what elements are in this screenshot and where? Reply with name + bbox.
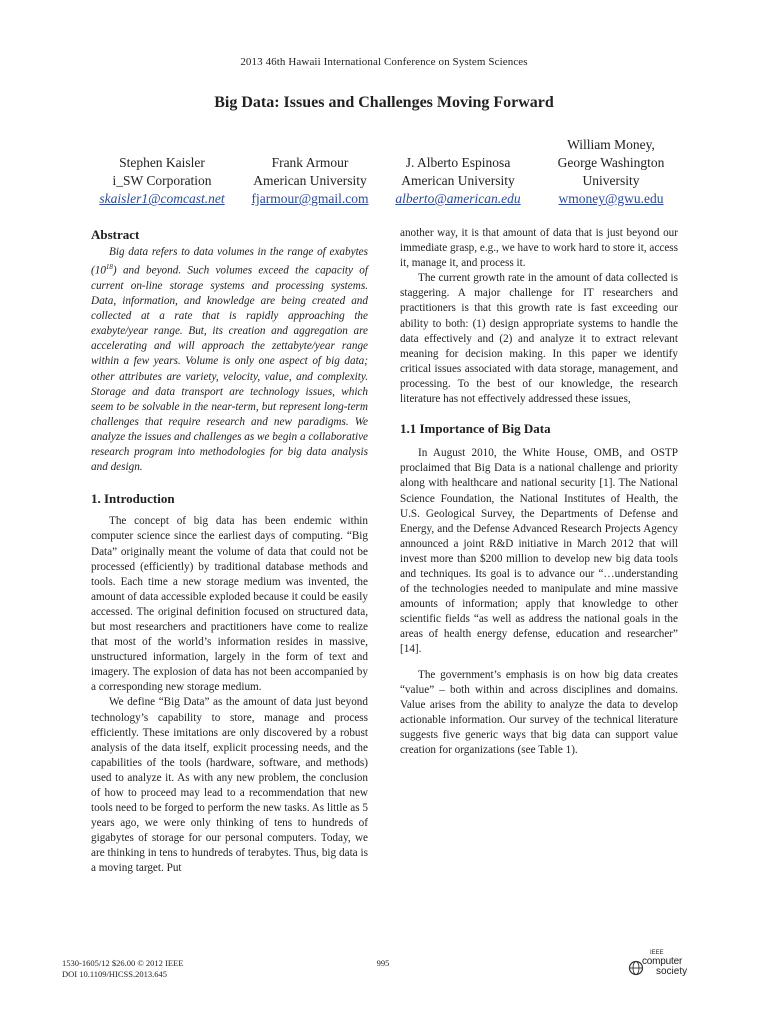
right-paragraph-2: In August 2010, the White House, OMB, and OSTP proclaimed that Big Data is a national challenge and priority along with healthcare and national security [1]. The National Science Foundation, the National Institutes of Health, the U.S. Geological Survey, the Departments of Defense and Energy, and the Defense Advanced Research Projects Agency announced a joint R&D initiative in March 2012 that will invest more than $200 million to develop new big data tools and techniques. Its goal is to advance our “…understanding of the technologies needed to manipulate and mine massive amounts of information; apply that knowledge to other scientific fields “as well as address the national goals in the areas of health energy defense, education and researcher” [14]. — [400, 447, 678, 656]
right-paragraph-1: The current growth rate in the amount of data collected is staggering. A major challenge for IT researchers and practitioners is that this growth rate is fast exceeding our ability to both: (1) design appropriate systems to handle the data effectively and (2) and analyze it to extract relevant meaning for decision making. In this paper we identify critical issues associated with data storage, management, and processing. To the best of our knowledge, the research literature has not effectively addressed these issues, — [400, 272, 678, 406]
footer-copyright — [62, 958, 183, 980]
logo-computer-text: computer — [642, 956, 683, 967]
author-affiliation: American University — [253, 173, 367, 188]
author-block-3 — [384, 154, 532, 208]
right-paragraph-3: The government’s emphasis is on how big data creates “value” – both within and across disciplines and domains. Value arises from the ability to analyze the data to develop actionable information. Our survey of the technical literature suggests five generic ways that big data can support value creation for organizations (see Table 1). — [400, 668, 678, 756]
author-block-4 — [536, 136, 686, 208]
section-1-1-heading: 1.1 Importance of Big Data — [400, 421, 551, 437]
author-affiliation: American University — [401, 173, 515, 188]
right-column — [400, 226, 678, 758]
intro-paragraph-2: We define “Big Data” as the amount of data just beyond technology’s capability to store, manage and process efficiently. These imitations are only discovered by a robust analysis of the data itself, explicit processing needs, and the capabilities of the tools (hardware, software, and methods) used to analyze it. As with any new problem, the conclusion of how to proceed may lead to a recommendation that new tools need to be forged to perform the new tasks. As little as 5 years ago, we were only thinking of tens to hundreds of gigabytes of storage for our personal computers. Today, we are thinking in tens to hundreds of terabytes. Thus, big data is a moving target. Put — [91, 696, 368, 875]
footer-price-line: 1530-1605/12 $26.00 © 2012 IEEE — [62, 958, 184, 968]
author-affiliation: University — [582, 173, 640, 188]
author-name: Stephen Kaisler — [119, 155, 205, 170]
author-email[interactable]: fjarmour@gmail.com — [251, 191, 369, 206]
conference-header: 2013 46th Hawaii International Conference on System Sciences — [240, 56, 528, 68]
introduction-heading: 1. Introduction — [91, 491, 175, 507]
author-name: J. Alberto Espinosa — [405, 155, 511, 170]
author-affiliation: i_SW Corporation — [112, 173, 212, 188]
author-email[interactable]: skaisler1@comcast.net — [99, 191, 225, 206]
logo-ieee-text: IEEE — [650, 950, 664, 956]
author-name-cont: George Washington — [557, 155, 665, 170]
footer-doi-line[interactable]: DOI 10.1109/HICSS.2013.645 — [62, 969, 167, 979]
left-column — [91, 227, 368, 877]
abstract-text: Big data refers to data volumes in the range of exabytes $(10^{18})$ and beyond. Such volumes exceed the capacity of current on-line storage systems and processing systems. Data, information, and knowledge are being created and collected at a rate that is rapidly approaching the exabyte/year range. But, its creation and aggregation are accelerating and will approach the zettabyte/year range within a few years. Volume is only one aspect of big data; other attributes are variety, velocity, value, and complexity. Storage and data transport are technology issues, which seem to be solvable in the near-term, but represent long-term challenges that require research and new paradigms. We analyze the issues and challenges as we begin a collaborative research program into methodologies for big data analysis and design. — [91, 246, 368, 474]
author-name: Frank Armour — [271, 155, 349, 170]
abstract-heading: Abstract — [91, 227, 140, 242]
author-block-1 — [88, 154, 236, 208]
right-paragraph-0: another way, it is that amount of data that is just beyond our immediate grasp, e.g., we have to work hard to store it, access it, manage it, and process it. — [400, 227, 678, 270]
page-number: 995 — [376, 958, 390, 968]
intro-paragraph-1: The concept of big data has been endemic within computer science since the earliest days of computing. “Big Data” originally meant the volume of data that could not be processed (efficiently) by traditional database methods and tools. Each time a new storage medium was invented, the amount of data accessible exploded because it could be easily accessed. The original definition focused on structured data, but most researchers and practitioners have come to realize that most of the world’s information resides in massive, unstructured information, largely in the form of text and imagery. The explosion of data has not been accompanied by a corresponding new storage medium. — [91, 515, 368, 694]
paper-title: Big Data: Issues and Challenges Moving Forward — [214, 94, 554, 111]
author-name: William Money, — [567, 137, 655, 152]
ieee-computer-society-logo — [628, 950, 698, 982]
author-email[interactable]: alberto@american.edu — [395, 191, 521, 206]
logo-society-text: society — [656, 966, 688, 977]
author-block-2 — [236, 154, 384, 208]
author-email[interactable]: wmoney@gwu.edu — [558, 191, 664, 206]
